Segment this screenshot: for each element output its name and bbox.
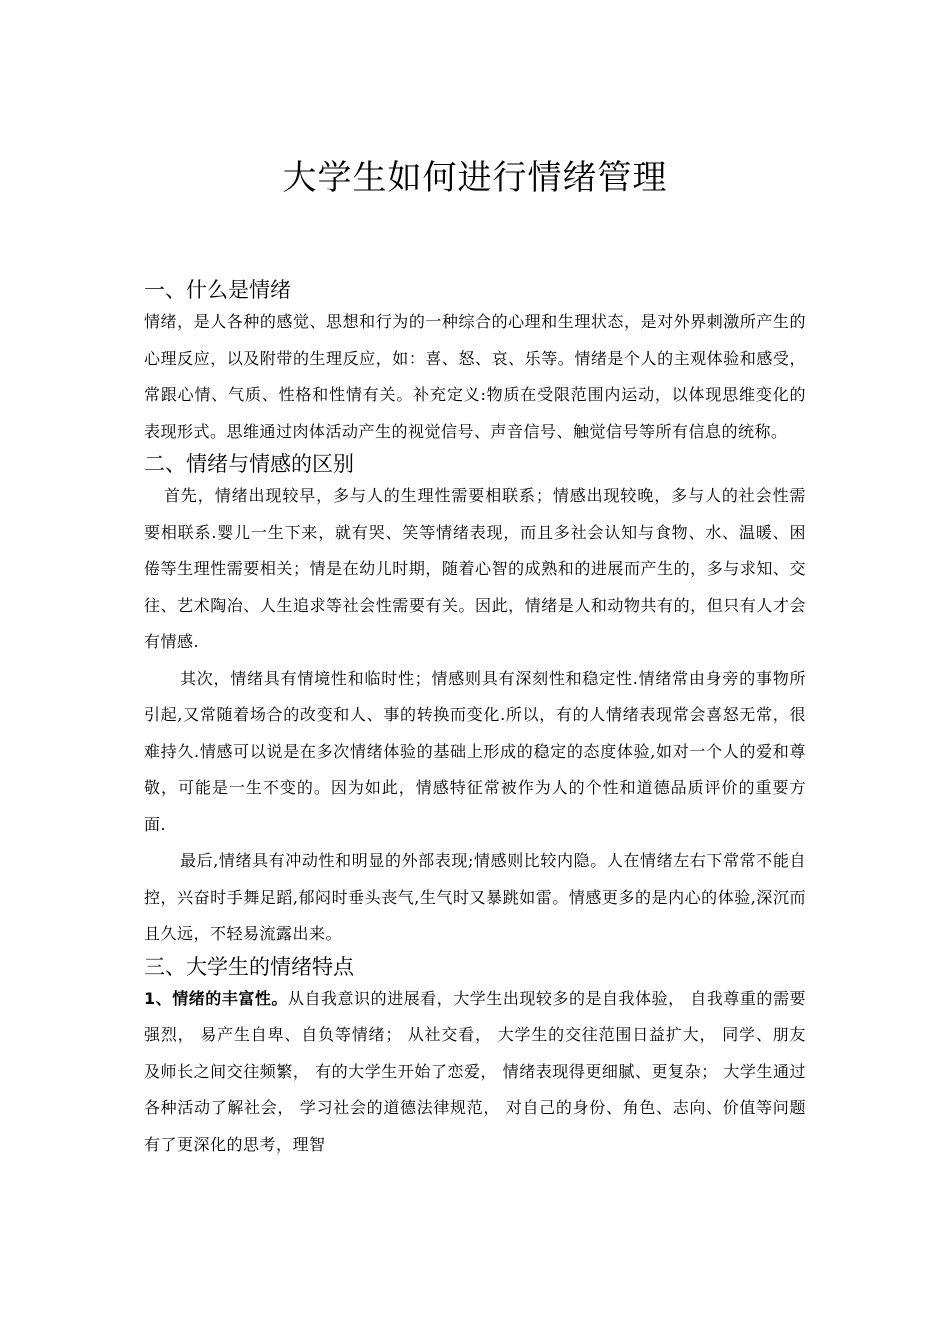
- section-2-paragraph-2: 其次，情绪具有情境性和临时性；情感则具有深刻性和稳定性.情绪常由身旁的事物所引起,又常随着场合的改变和人、事的转换而变化.所以，有的人情绪表现常会喜怒无常，很难持久.情感可以说是在多次情绪体验的基础上形成的稳定的态度体验,如对一个人的爱和尊敬，可能是一生不变的。因为如此，情感特征常被作为人的个性和道德品质评价的重要方面.: [144, 668, 806, 834]
- section-heading-1: 一、什么是情绪: [144, 278, 291, 302]
- section-3-lead-heading: 1、情绪的丰富性。: [144, 988, 288, 1008]
- page-title: 大学生如何进行情绪管理: [282, 158, 668, 198]
- section-2-paragraph-1: 首先，情绪出现较早，多与人的生理性需要相联系；情感出现较晚，多与人的社会性需要相联系.婴儿一生下来，就有哭、笑等情绪表现，而且多社会认知与食物、水、温暖、困倦等生理性需要相关；情是在幼儿时期，随着心智的成熟和的进展而产生的，多与求知、交往、艺术陶冶、人生追求等社会性需要有关。因此，情绪是人和动物共有的，但只有人才会有情感.: [144, 486, 806, 651]
- section-1-paragraph: 情绪，是人各种的感觉、思想和行为的一种综合的心理和生理状态，是对外界刺激所产生的心理反应，以及附带的生理反应，如：喜、怒、哀、乐等。情绪是个人的主观体验和感受，常跟心情、气质、性格和性情有关。补充定义:物质在受限范围内运动，以体现思维变化的表现形式。思维通过肉体活动产生的视觉信号、声音信号、触觉信号等所有信息的统称。: [144, 312, 806, 441]
- document-body: [144, 276, 806, 1163]
- section-2-paragraph-3: 最后,情绪具有冲动性和明显的外部表现;情感则比较内隐。人在情绪左右下常常不能自控，兴奋时手舞足蹈,郁闷时垂头丧气,生气时又暴跳如雷。情感更多的是内心的体验,深沉而且久远，不轻易流露出来。: [144, 851, 806, 943]
- section-heading-3: 三、大学生的情绪特点: [144, 954, 354, 979]
- section-3-lead-text: 从自我意识的进展看，大学生出现较多的是自我体验， 自我尊重的需要强烈， 易产生自卑、自负等情绪； 从社交看， 大学生的交往范围日益扩大， 同学、朋友及师长之间交往频繁， 有的大学生开始了恋爱， 情绪表现得更细腻、更复杂； 大学生通过各种活动了解社会， 学习社会的道德法律规范， 对自己的身份、角色、志向、价值等问题有了更深化的思考，理智: [144, 988, 806, 1154]
- section-heading-2: 二、情绪与情感的区别: [144, 452, 354, 476]
- section-3-paragraph-1: [144, 981, 806, 1164]
